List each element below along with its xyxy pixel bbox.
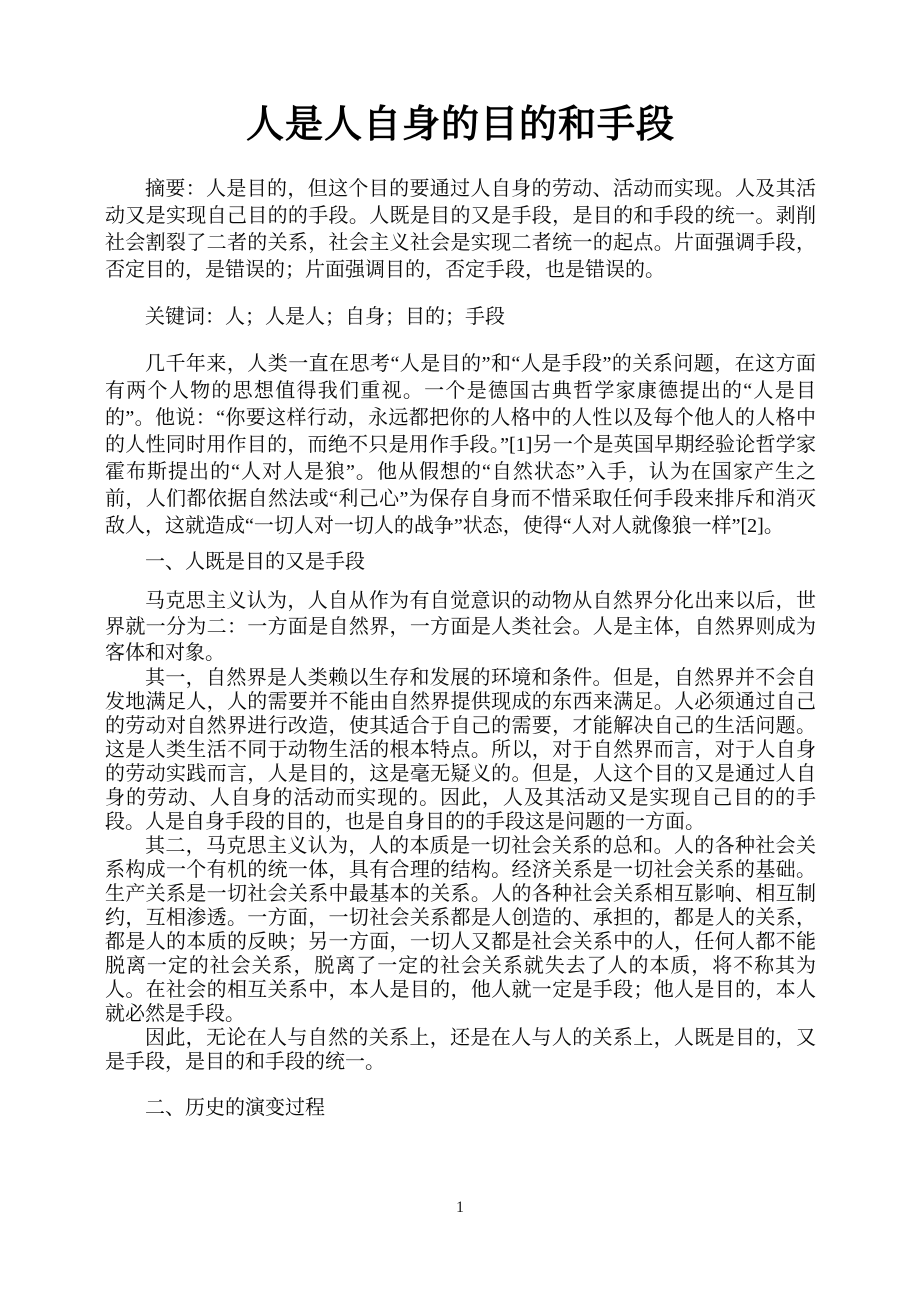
page-number: 1 <box>456 1199 464 1216</box>
keywords-line: 关键词：人；人是人；自身；目的；手段 <box>145 306 505 328</box>
section-1-paragraph-3: 其二，马克思主义认为，人的本质是一切社会关系的总和。人的各种社会关系构成一个有机的统一体，具有合理的结构。经济关系是一切社会关系的基础。生产关系是一切社会关系中最基本的关系。人的各种社会关系相互影响、相互制约，互相渗透。一方面，一切社会关系都是人创造的、承担的，都是人的关系，都是人的本质的反映；另一方面，一切人又都是社会关系中的人，任何人都不能脱离一定的社会关系，脱离了一定的社会关系就失去了人的本质，将不称其为人。在社会的相互关系中，本人是目的，他人就一定是手段；他人是目的，本人就必然是手段。 <box>105 835 816 1025</box>
page-title: 人是人自身的目的和手段 <box>245 104 675 146</box>
section-1-paragraph-2: 其一，自然界是人类赖以生存和发展的环境和条件。但是，自然界并不会自发地满足人，人的需要并不能由自然界提供现成的东西来满足。人必须通过自己的劳动对自然界进行改造，使其适合于自己的需要，才能解决自己的生活问题。这是人类生活不同于动物生活的根本特点。所以，对于自然界而言，对于人自身的劳动实践而言，人是目的，这是毫无疑义的。但是，人这个目的又是通过人自身的劳动、人自身的活动而实现的。因此，人及其活动又是实现自己目的的手段。人是自身手段的目的，也是自身目的的手段这是问题的一方面。 <box>105 667 816 833</box>
section-1-paragraph-4: 因此，无论在人与自然的关系上，还是在人与人的关系上，人既是目的，又是手段，是目的和手段的统一。 <box>105 1027 816 1073</box>
section-1-heading: 一、人既是目的又是手段 <box>145 551 365 573</box>
section-2-heading: 二、历史的演变过程 <box>145 1097 325 1119</box>
abstract-paragraph: 摘要：人是目的，但这个目的要通过人自身的劳动、活动而实现。人及其活动又是实现自己目的的手段。人既是目的又是手段，是目的和手段的统一。剥削社会割裂了二者的关系，社会主义社会是实现二者统一的起点。片面强调手段，否定目的，是错误的；片面强调目的，否定手段，也是错误的。 <box>105 178 816 281</box>
intro-paragraph: 几千年来，人类一直在思考“人是目的”和“人是手段”的关系问题，在这方面有两个人物的思想值得我们重视。一个是德国古典哲学家康德提出的“人是目的”。他说：“你要这样行动，永远都把你的人格中的人性以及每个他人的人格中的人性同时用作目的，而绝不只是用作手段。”[1]另一个是英国早期经验论哲学家霍布斯提出的“人对人是狼”。他从假想的“自然状态”入手，认为在国家产生之前，人们都依据自然法或“利己心”为保存自身而不惜采取任何手段来排斥和消灭敌人，这就造成“一切人对一切人的战争”状态，使得“人对人就像狼一样”[2]。 <box>105 353 816 537</box>
section-1-paragraph-1: 马克思主义认为，人自从作为有自觉意识的动物从自然界分化出来以后，世界就一分为二：一方面是自然界，一方面是人类社会。人是主体，自然界则成为客体和对象。 <box>105 590 816 664</box>
document-content <box>105 0 816 1122</box>
